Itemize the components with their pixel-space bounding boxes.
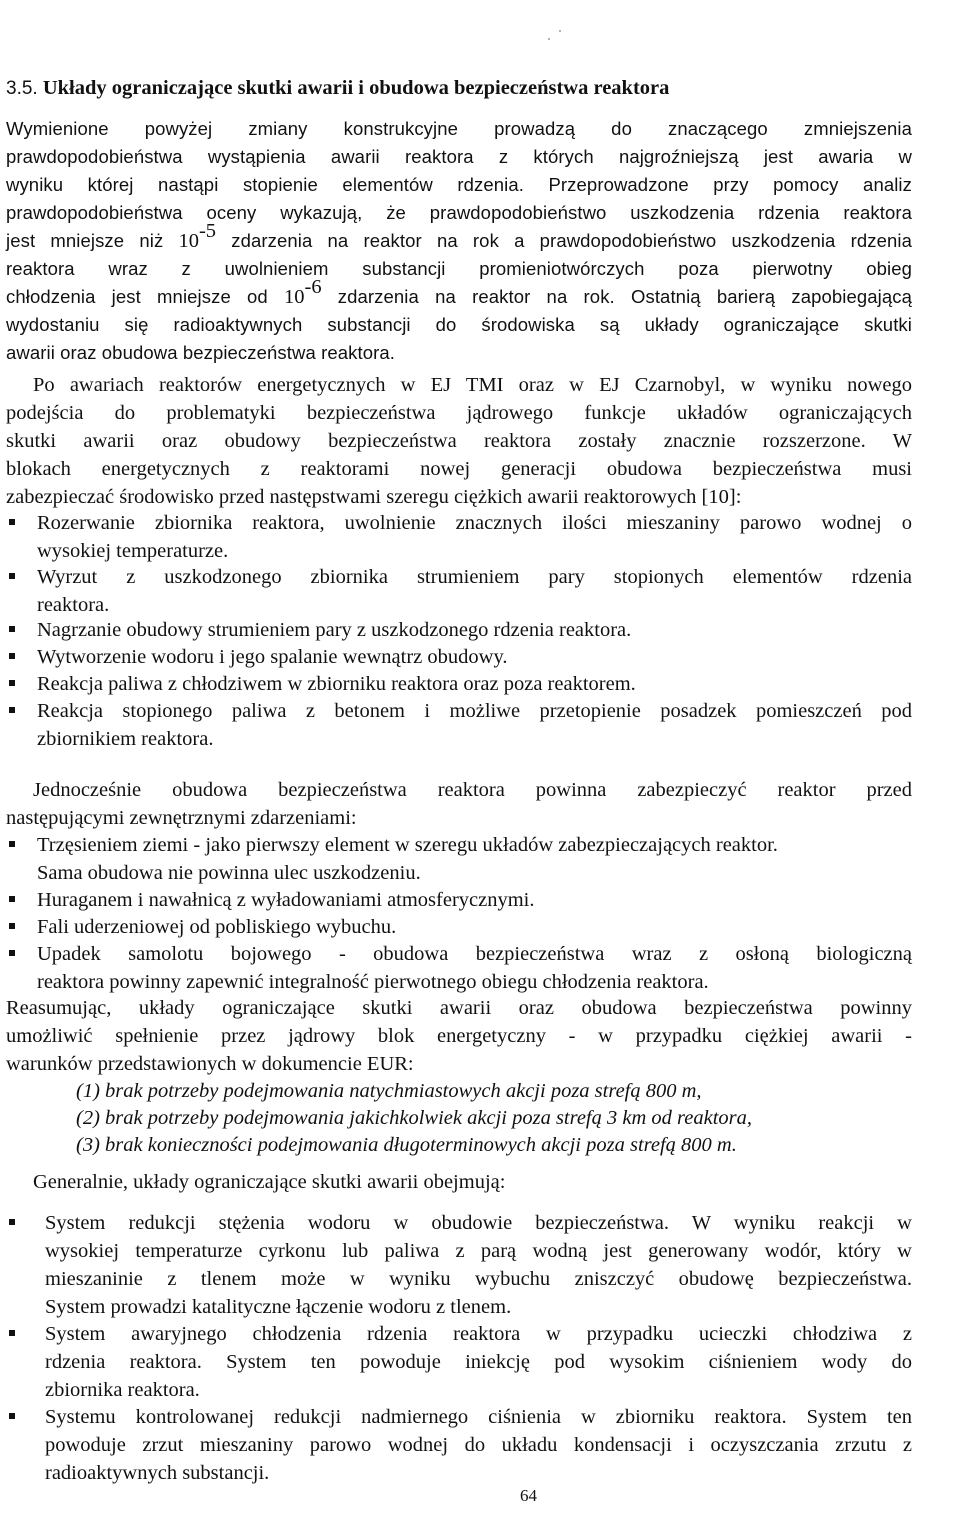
list-item: Wyrzut z uszkodzonego zbiornika strumieniem pary stopionych elementów rdzenia [37,566,912,588]
list-item: Reakcja stopionego paliwa z betonem i możliwe przetopienie posadzek pomieszczeń pod [37,700,912,722]
bullet-icon [9,707,15,713]
list-item: System redukcji stężenia wodoru w obudowie bezpieczeństwa. W wyniku reakcji w [45,1212,912,1234]
list-item-continuation: wysokiej temperaturze. [37,540,229,562]
text-line: Wymienione powyżej zmiany konstrukcyjne prowadzą do znaczącego zmniejszenia [6,118,912,139]
paragraph-5: Generalnie, układy ograniczające skutki awarii obejmują: [33,1171,506,1193]
text-line: skutki awarii oraz obudowy bezpieczeństwa reaktora zostały znacznie rozszerzone. W [6,430,912,452]
list-item-continuation: Sama obudowa nie powinna ulec uszkodzeniu. [37,862,421,884]
text-line: jest mniejsze niż $10^{-5}$ zdarzenia na reaktor na rok a prawdopodobieństwo uszkodzenia rdzenia [6,220,912,252]
list-item: Trzęsieniem ziemi - jako pierwszy element w szeregu układów zabezpieczających reaktor. [37,834,778,856]
list-item: Upadek samolotu bojowego - obudowa bezpieczeństwa wraz z osłoną biologiczną [37,943,912,965]
list-item-continuation: rdzenia reaktora. System ten powoduje iniekcję pod wysokim ciśnieniem wody do [45,1351,912,1373]
list-item: Wytworzenie wodoru i jego spalanie wewnątrz obudowy. [37,646,508,668]
page-number: 64 [520,1486,537,1505]
bullet-icon [9,519,15,525]
section-heading [6,74,669,103]
bullet-icon [9,573,15,579]
text-line: Po awariach reaktorów energetycznych w EJ TMI oraz w EJ Czarnobyl, w wyniku nowego [33,374,912,396]
list-item: System awaryjnego chłodzenia rdzenia reaktora w przypadku ucieczki chłodziwa z [45,1323,912,1345]
list-item-continuation: wysokiej temperaturze cyrkonu lub paliwa z parą wodną jest generowany wodór, który w [45,1240,912,1262]
text-line: awarii oraz obudowa bezpieczeństwa reaktora. [6,342,395,363]
text-line: warunków przedstawionych w dokumencie EUR: [6,1053,414,1075]
list-item-continuation: mieszaninie z tlenem może w wyniku wybuchu zniszczyć obudowę bezpieczeństwa. [45,1268,912,1290]
text-line: reaktora wraz z uwolnieniem substancji promieniotwórczych poza pierwotny obieg [6,258,912,279]
bullet-icon [9,841,15,847]
bullet-icon [9,626,15,632]
section-number: 3.5. [6,78,38,99]
text-line: zabezpieczać środowisko przed następstwami szeregu ciężkich awarii reaktorowych [10]: [6,486,742,508]
requirement-item: (2) brak potrzeby podejmowania jakichkolwiek akcji poza strefą 3 km od reaktora, [76,1107,752,1129]
bullet-icon [9,680,15,686]
list-item: Systemu kontrolowanej redukcji nadmiernego ciśnienia w zbiorniku reaktora. System ten [45,1406,912,1428]
bullet-icon [9,1413,15,1419]
scan-speck [548,38,550,40]
list-item: Fali uderzeniowej od pobliskiego wybuchu. [37,916,397,938]
text-line: wyniku której nastąpi stopienie elementów rdzenia. Przeprowadzone przy pomocy analiz [6,174,912,195]
text-line: Reasumując, układy ograniczające skutki awarii oraz obudowa bezpieczeństwa powinny [6,997,912,1019]
list-item: Rozerwanie zbiornika reaktora, uwolnienie znacznych ilości mieszaniny parowo wodnej o [37,512,912,534]
section-title: Układy ograniczające skutki awarii i obudowa bezpieczeństwa reaktora [42,77,670,99]
list-item-continuation: powoduje zrzut mieszaniny parowo wodnej do układu kondensacji i oczyszczania zrzutu z [45,1434,912,1456]
text-line: chłodzenia jest mniejsze od $10^{-6}$ zdarzenia na reaktor na rok. Ostatnią barierą zapobiegającą [6,276,912,308]
list-item: Nagrzanie obudowy strumieniem pary z uszkodzonego rdzenia reaktora. [37,619,632,641]
scan-speck [559,30,561,32]
text-line: umożliwić spełnienie przez jądrowy blok energetyczny - w przypadku ciężkiej awarii - [6,1025,912,1047]
text-line: Jednocześnie obudowa bezpieczeństwa reaktora powinna zabezpieczyć reaktor przed [33,779,912,801]
requirement-item: (1) brak potrzeby podejmowania natychmiastowych akcji poza strefą 800 m, [76,1080,702,1102]
list-item-continuation: reaktora powinny zapewnić integralność pierwotnego obiegu chłodzenia reaktora. [37,971,709,993]
list-item: Reakcja paliwa z chłodziwem w zbiorniku reaktora oraz poza reaktorem. [37,673,636,695]
list-item-continuation: zbiornika reaktora. [45,1379,200,1401]
list-item-continuation: reaktora. [37,594,110,616]
list-item-continuation: zbiornikiem reaktora. [37,728,214,750]
list-item-continuation: radioaktywnych substancji. [45,1462,270,1484]
text-line: blokach energetycznych z reaktorami nowej generacji obudowa bezpieczeństwa musi [6,458,912,480]
text-line: prawdopodobieństwa oceny wykazują, że prawdopodobieństwo uszkodzenia rdzenia reaktora [6,202,912,223]
text-line: prawdopodobieństwa wystąpienia awarii reaktora z których najgroźniejszą jest awaria w [6,146,912,167]
requirement-item: (3) brak konieczności podejmowania długoterminowych akcji poza strefą 800 m. [76,1134,737,1156]
list-item: Huraganem i nawałnicą z wyładowaniami atmosferycznymi. [37,889,535,911]
bullet-icon [9,1330,15,1336]
text-line: podejścia do problematyki bezpieczeństwa jądrowego funkcje układów ograniczających [6,402,912,424]
list-item-continuation: System prowadzi katalityczne łączenie wodoru z tlenem. [45,1296,512,1318]
text-line: następującymi zewnętrznymi zdarzeniami: [6,807,357,829]
bullet-icon [9,1219,15,1225]
bullet-icon [9,896,15,902]
bullet-icon [9,653,15,659]
bullet-icon [9,923,15,929]
text-line: wydostaniu się radioaktywnych substancji do środowiska są układy ograniczające skutki [6,314,912,335]
bullet-icon [9,950,15,956]
